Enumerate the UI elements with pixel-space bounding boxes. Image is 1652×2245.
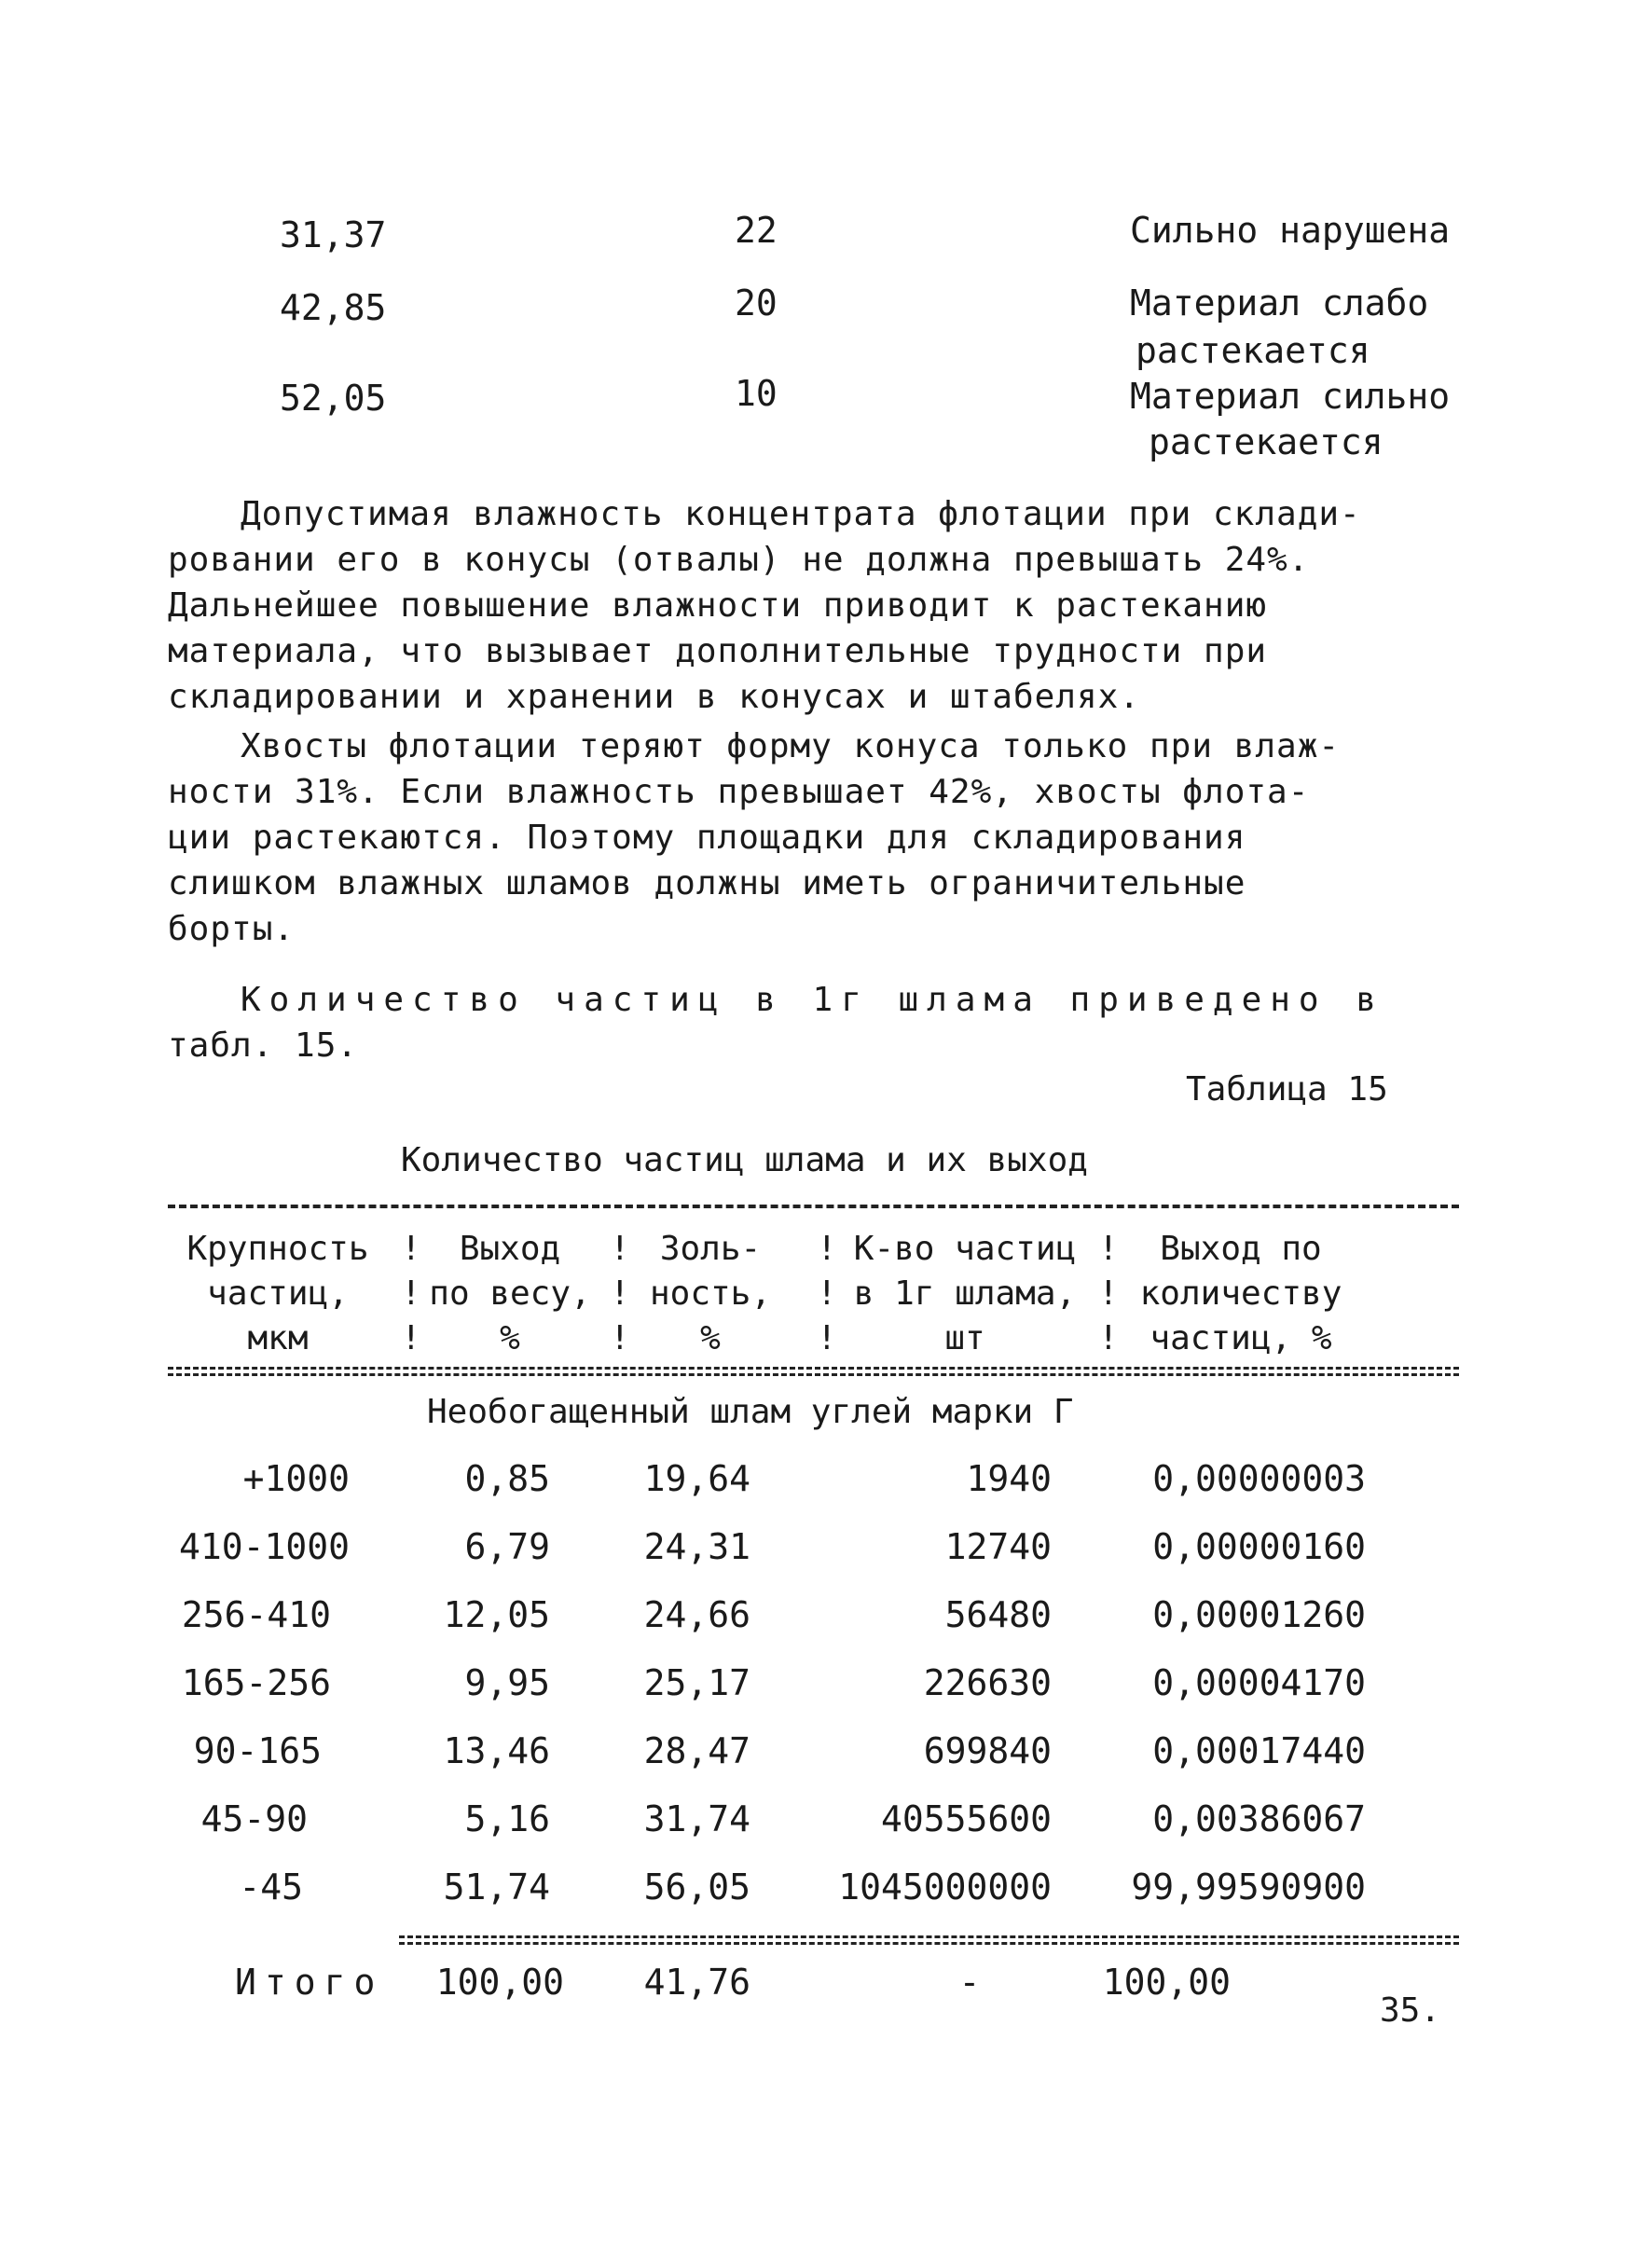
- cell-size: 165-256: [181, 1662, 331, 1703]
- paragraph-line: Допустимая влажность концентрата флотации при склади-: [241, 495, 1361, 533]
- cell-yield-count: 99,99590900: [1131, 1866, 1366, 1908]
- paragraph: [168, 723, 1464, 952]
- cell-ash: 25,17: [643, 1662, 750, 1703]
- state-text: растекается: [1136, 330, 1370, 371]
- cell-yield-weight: 12,05: [443, 1594, 550, 1635]
- paragraph-line: материала, что вызывает дополнительные трудности при: [168, 632, 1268, 670]
- header-line: количеству: [1139, 1274, 1342, 1313]
- cell-particle-count: 56480: [944, 1594, 1052, 1635]
- cell-size: 45-90: [200, 1798, 308, 1839]
- table-row: [0, 1594, 1652, 1650]
- paragraph-line: Дальнейшее повышение влажности приводит к растеканию: [168, 586, 1268, 625]
- cell-yield-weight: 51,74: [443, 1866, 550, 1908]
- header-ash: [626, 1227, 794, 1361]
- cell-ash: 31,74: [643, 1798, 750, 1839]
- cell-yield-count: 0,00000003: [1152, 1458, 1366, 1499]
- cell-ash: 24,66: [643, 1594, 750, 1635]
- column-separator: ! ! !: [401, 1230, 421, 1357]
- column-separator: ! ! !: [817, 1230, 837, 1357]
- table-row: [0, 1866, 1652, 1922]
- cell-yield-count: 0,00001260: [1152, 1594, 1366, 1635]
- cell-size: +1000: [242, 1458, 350, 1499]
- number-value: 20: [735, 282, 778, 324]
- cell-yield-count: 0,00386067: [1152, 1798, 1366, 1839]
- cell-yield-weight: 5,16: [464, 1798, 550, 1839]
- header-line: частиц, %: [1150, 1319, 1332, 1357]
- header-line: мкм: [247, 1319, 309, 1357]
- cell-particle-count: 699840: [923, 1730, 1052, 1771]
- header-line: Крупность: [186, 1230, 369, 1268]
- total-rule: [399, 1935, 1459, 1945]
- header-size: [166, 1227, 390, 1361]
- moisture-value: 31,37: [280, 214, 387, 255]
- page-number: 35.: [1380, 1991, 1441, 2030]
- header-line: %: [500, 1319, 520, 1357]
- cell-ash: 19,64: [643, 1458, 750, 1499]
- paragraph-line: борты.: [168, 910, 296, 948]
- number-value: 22: [735, 210, 778, 251]
- header-line: ность,: [649, 1274, 772, 1313]
- paragraph-line: табл. 15.: [168, 1026, 359, 1065]
- header-line: К-во частиц: [853, 1230, 1077, 1268]
- header-line: частиц,: [207, 1274, 349, 1313]
- table-row: [0, 1458, 1652, 1514]
- paragraph: [168, 977, 1464, 1068]
- cell-particle-count: 226630: [923, 1662, 1052, 1703]
- total-ash: 41,76: [643, 1962, 750, 2003]
- paragraph-line: Хвосты флотации теряют форму конуса только при влаж-: [241, 727, 1341, 765]
- cell-ash: 28,47: [643, 1730, 750, 1771]
- header-line: шт: [944, 1319, 985, 1357]
- header-line: Выход: [459, 1230, 561, 1268]
- column-separator: ! ! !: [1098, 1230, 1119, 1357]
- group-title: Необогащенный шлам углей марки Г: [427, 1393, 1074, 1431]
- paragraph: [168, 491, 1464, 720]
- table-row: [0, 1662, 1652, 1718]
- paragraph-line: ровании его в конусы (отвалы) не должна превышать 24%.: [168, 541, 1310, 579]
- cell-yield-count: 0,00004170: [1152, 1662, 1366, 1703]
- table-caption: Количество частиц шлама и их выход: [401, 1141, 1088, 1179]
- cell-yield-count: 0,00017440: [1152, 1730, 1366, 1771]
- paragraph-line: слишком влажных шламов должны иметь ограничительные: [168, 864, 1246, 902]
- cell-ash: 24,31: [643, 1526, 750, 1567]
- cell-yield-count: 0,00000160: [1152, 1526, 1366, 1567]
- header-line: %: [700, 1319, 721, 1357]
- cell-yield-weight: 0,85: [464, 1458, 550, 1499]
- header-yield-weight: [417, 1227, 603, 1361]
- paragraph-line: Количество частиц в 1г шлама приведено в: [241, 981, 1384, 1019]
- header-bottom-rule: [168, 1367, 1459, 1376]
- total-yield-weight: 100,00: [435, 1962, 564, 2003]
- cell-size: 410-1000: [178, 1526, 350, 1567]
- table-row: [0, 1798, 1652, 1854]
- header-line: Золь-: [659, 1230, 762, 1268]
- cell-ash: 56,05: [643, 1866, 750, 1908]
- header-particle-count: [830, 1227, 1100, 1361]
- state-text: растекается: [1149, 421, 1384, 462]
- total-particle-count: -: [958, 1962, 981, 2003]
- total-yield-count: 100,00: [1102, 1962, 1231, 2003]
- paragraph-line: ции растекаются. Поэтому площадки для складирования: [168, 819, 1246, 857]
- table-row: [0, 1526, 1652, 1582]
- table-label: Таблица 15: [1186, 1070, 1388, 1109]
- cell-particle-count: 12740: [944, 1526, 1052, 1567]
- cell-particle-count: 1045000000: [838, 1866, 1052, 1908]
- state-text: Материал слабо: [1130, 282, 1429, 324]
- state-text: Материал сильно: [1130, 376, 1451, 417]
- table-top-rule: [168, 1205, 1459, 1208]
- cell-yield-weight: 9,95: [464, 1662, 550, 1703]
- header-yield-count: [1115, 1227, 1367, 1361]
- paragraph-line: складировании и хранении в конусах и штабелях.: [168, 678, 1140, 716]
- cell-particle-count: 40555600: [880, 1798, 1052, 1839]
- header-line: Выход по: [1160, 1230, 1322, 1268]
- paragraph-line: ности 31%. Если влажность превышает 42%, хвосты флота-: [168, 773, 1310, 811]
- cell-size: -45: [239, 1866, 303, 1908]
- table-row: [0, 1730, 1652, 1786]
- cell-size: 256-410: [181, 1594, 331, 1635]
- cell-yield-weight: 6,79: [464, 1526, 550, 1567]
- state-text: Сильно нарушена: [1130, 210, 1451, 251]
- total-label: Итого: [235, 1962, 384, 2003]
- moisture-value: 42,85: [280, 287, 387, 328]
- cell-yield-weight: 13,46: [443, 1730, 550, 1771]
- cell-size: 90-165: [193, 1730, 322, 1771]
- moisture-value: 52,05: [280, 378, 387, 419]
- header-line: по весу,: [429, 1274, 591, 1313]
- cell-particle-count: 1940: [966, 1458, 1052, 1499]
- column-separator: ! ! !: [610, 1230, 630, 1357]
- header-line: в 1г шлама,: [853, 1274, 1077, 1313]
- number-value: 10: [735, 373, 778, 414]
